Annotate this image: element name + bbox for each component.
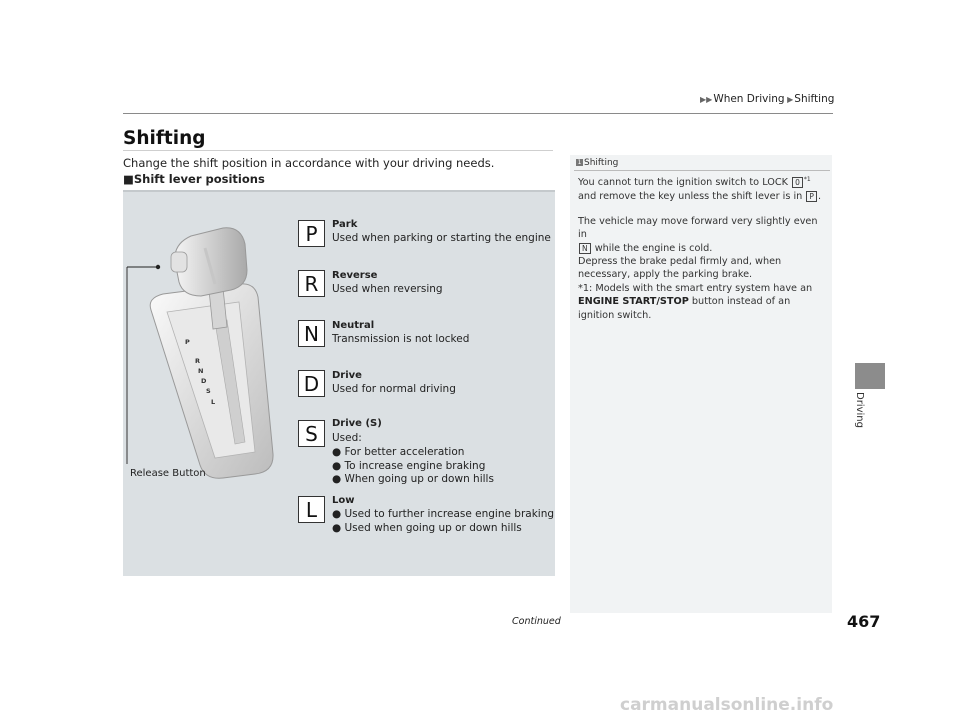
sidebar-text: and remove the key unless the shift lever is in — [578, 190, 803, 202]
position-d-desc: Used for normal driving — [332, 383, 456, 395]
section-heading: ■Shift lever positions — [123, 172, 265, 186]
position-n-title: Neutral — [332, 320, 375, 331]
position-d-box: D — [298, 370, 325, 397]
sidebar-heading — [576, 158, 618, 168]
position-s-box: S — [298, 420, 325, 447]
position-s-line: Used: — [332, 432, 362, 444]
note-marker-icon: 1 — [577, 159, 582, 166]
position-s-line: ● To increase engine braking — [332, 460, 486, 472]
position-l-title: Low — [332, 495, 355, 506]
arrow-icon: ▶ — [784, 95, 794, 104]
key-lock-icon: 0 — [792, 177, 803, 188]
intro-text: Change the shift position in accordance with your driving needs. — [123, 156, 495, 170]
sidebar-bold-text: ENGINE START/STOP — [578, 296, 689, 308]
header-rule — [123, 113, 833, 114]
position-p-desc: Used when parking or starting the engine — [332, 232, 551, 244]
chapter-tab-label — [845, 392, 871, 432]
breadcrumb — [700, 93, 834, 105]
position-r-box: R — [298, 270, 325, 297]
lever-letter-p: P — [185, 338, 190, 346]
title-divider — [123, 150, 553, 151]
position-l-box: L — [298, 496, 325, 523]
position-r-title: Reverse — [332, 270, 378, 281]
position-l-line: ● Used when going up or down hills — [332, 522, 522, 534]
shift-lever-illustration — [123, 192, 303, 576]
position-d-title: Drive — [332, 370, 362, 381]
sidebar-text: button instead of an ignition switch. — [578, 296, 791, 321]
lever-letter-s: S — [206, 387, 211, 395]
sidebar-paragraph-2 — [578, 215, 828, 281]
key-n-icon: N — [579, 243, 591, 254]
position-s-title: Drive (S) — [332, 418, 382, 429]
sidebar-paragraph-1 — [578, 173, 828, 203]
sidebar-text: You cannot turn the ignition switch to LOCK — [578, 177, 788, 189]
chapter-tab — [855, 363, 885, 389]
position-n-box: N — [298, 320, 325, 347]
lever-letter-n: N — [198, 367, 204, 375]
sidebar-divider — [574, 170, 830, 171]
breadcrumb-item: Shifting — [794, 93, 835, 105]
position-n-desc: Transmission is not locked — [332, 333, 470, 345]
release-button-label: Release Button — [130, 468, 206, 479]
footnote-ref: *1 — [803, 176, 811, 183]
lever-letter-r: R — [195, 357, 201, 365]
sidebar-heading-text: Shifting — [584, 158, 619, 168]
position-l-line: ● Used to further increase engine braking — [332, 508, 555, 520]
breadcrumb-item: When Driving — [713, 93, 785, 105]
sidebar-text: The vehicle may move forward very slightly even in — [578, 216, 818, 241]
page-number: 467 — [847, 612, 881, 631]
sidebar-paragraph-3 — [578, 282, 828, 322]
position-s-line: ● For better acceleration — [332, 446, 465, 458]
sidebar-text: *1: Models with the smart entry system have an — [578, 283, 813, 294]
arrow-icon: ▶▶ — [700, 95, 713, 104]
sidebar-text: Depress the brake pedal firmly and, when necessary, apply the parking brake. — [578, 255, 782, 281]
position-p-title: Park — [332, 219, 358, 230]
page-title: Shifting — [123, 128, 206, 149]
position-p-box: P — [298, 220, 325, 247]
watermark: carmanualsonline.info — [620, 695, 834, 715]
position-r-desc: Used when reversing — [332, 283, 443, 295]
position-s-line: ● When going up or down hills — [332, 473, 494, 485]
continued-label: Continued — [512, 616, 561, 627]
chapter-tab-text: Driving — [854, 392, 865, 428]
lever-letter-d: D — [201, 377, 207, 385]
sidebar-text: while the engine is cold. — [594, 242, 713, 254]
sidebar-text: . — [817, 190, 822, 202]
lever-letter-l: L — [211, 398, 216, 406]
key-p-icon: P — [806, 191, 817, 202]
